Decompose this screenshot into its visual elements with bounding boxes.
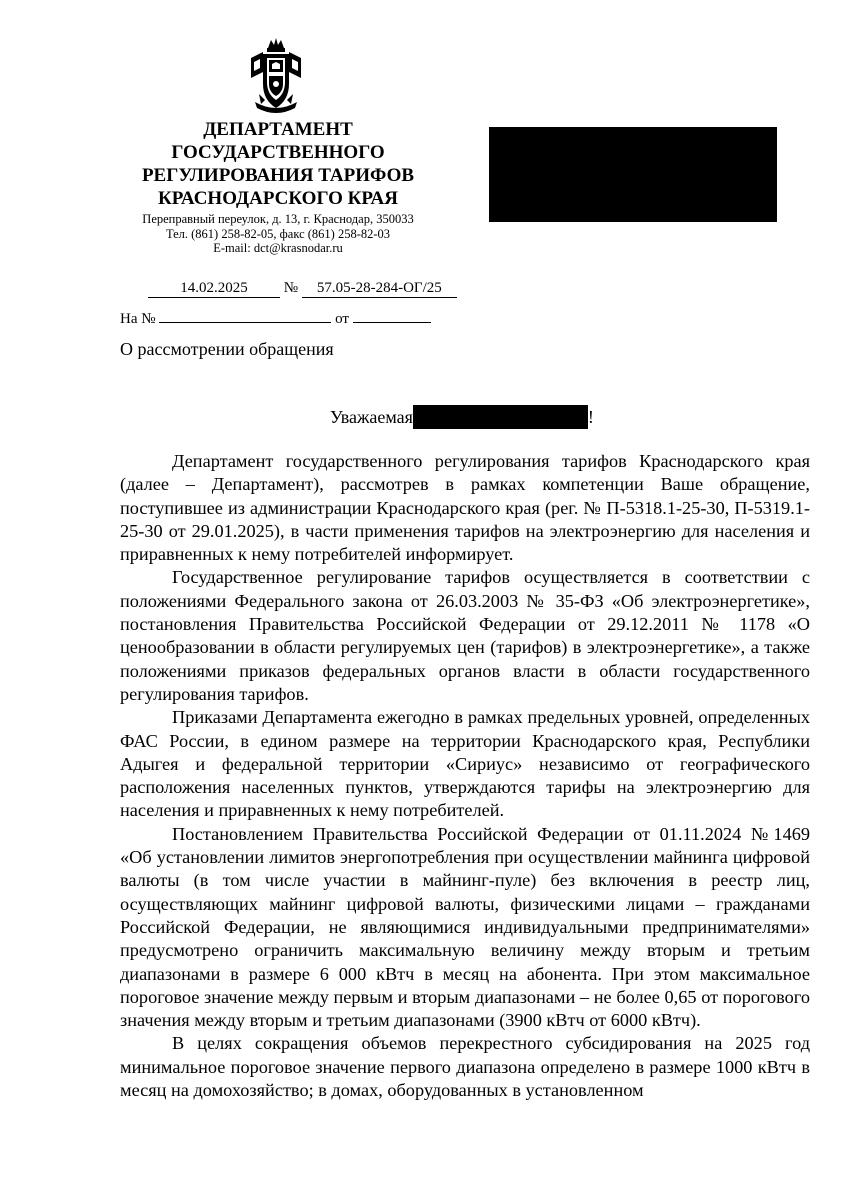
reference-date-blank bbox=[353, 308, 431, 323]
body-paragraph: Государственное регулирование тарифов осуществляется в соответствии с положениями Федерального закона от 26.03.2003 № 35-ФЗ «Об электроэнергетике», постановления Правительства Российской Федерации от 29.12.2011 № 1178 «О ценообразовании в области регулируемых цен (тарифов) в электроэнергетике», а также положениями приказов федеральных органов власти в области государственного регулирования тарифов. bbox=[120, 567, 810, 704]
number-sign: № bbox=[283, 280, 299, 296]
redacted-addressee-name bbox=[413, 405, 588, 429]
dept-title-line: ДЕПАРТАМЕНТ bbox=[203, 119, 353, 140]
greeting bbox=[330, 405, 594, 429]
registration-line bbox=[148, 280, 457, 298]
greeting-suffix: ! bbox=[587, 407, 594, 427]
department-contacts bbox=[110, 212, 446, 256]
registration-date: 14.02.2025 bbox=[148, 280, 280, 298]
reference-label: На № bbox=[120, 311, 156, 327]
greeting-prefix: Уважаемая bbox=[330, 407, 413, 427]
body-paragraph: Постановлением Правительства Российской Федерации от 01.11.2024 №1469 «Об установлении лимитов энергопотребления при осуществлении майнинга цифровой валюты (в том числе участии в майнинг-пуле) без включения в реестр лиц, осуществляющих майнинг цифровой валюты, физическими лицами – гражданами Российской Федерации, не являющимися индивидуальными предпринимателями» предусмотрено ограничить максимальную величину между вторым и третьим диапазонами в размере 6 000 кВтч в месяц на абонента. При этом максимальное пороговое значение между первым и вторым диапазонами – не более 0,65 от порогового значения между вторым и третьим диапазонами (3900 кВтч от 6000 кВтч). bbox=[120, 823, 810, 1031]
body-paragraph: В целях сокращения объемов перекрестного субсидирования на 2025 год минимальное пороговое значение первого диапазона определено в размере 1000 кВтч в месяц на домохозяйство; в домах, оборудованных в установленном bbox=[120, 1033, 810, 1101]
dept-title-line: КРАСНОДАРСКОГО КРАЯ bbox=[157, 188, 399, 209]
body-paragraph: Приказами Департамента ежегодно в рамках предельных уровней, определенных ФАС России, в едином размере на территории Краснодарского края, Республики Адыгея и федеральной территории «Сириус» независимо от географического расположения населенных пунктов, утверждаются тарифы на электроэнергию для населения и приравненных к нему потребителей. bbox=[120, 707, 810, 821]
registration-number: 57.05-28-284-ОГ/25 bbox=[302, 280, 457, 298]
department-title bbox=[110, 118, 446, 210]
dept-title-line: РЕГУЛИРОВАНИЯ ТАРИФОВ bbox=[141, 165, 415, 186]
reference-from-label: от bbox=[335, 311, 349, 327]
phone-line: Тел. (861) 258-82-05, факс (861) 258-82-03 bbox=[165, 226, 391, 241]
krasnodar-coat-of-arms-emblem bbox=[245, 38, 307, 114]
dept-title-line: ГОСУДАРСТВЕННОГО bbox=[171, 142, 385, 163]
reference-number-blank bbox=[159, 308, 331, 323]
body-paragraph: Департамент государственного регулирования тарифов Краснодарского края (далее – Департамент), рассмотрев в рамках компетенции Ваше обращение, поступившее из администрации Краснодарского края (рег. № П-5318.1-25-30, П-5319.1-25-30 от 29.01.2025), в части применения тарифов на электроэнергию для населения и приравненных к нему потребителей информирует. bbox=[120, 451, 810, 565]
letter-body bbox=[120, 450, 810, 1102]
letter-subject: О рассмотрении обращения bbox=[120, 339, 334, 359]
reference-line bbox=[120, 308, 431, 328]
email-line: E-mail: dct@krasnodar.ru bbox=[213, 241, 343, 255]
redacted-recipient-block bbox=[489, 127, 777, 222]
address-line: Переправный переулок, д. 13, г. Краснодар, 350033 bbox=[142, 212, 414, 226]
